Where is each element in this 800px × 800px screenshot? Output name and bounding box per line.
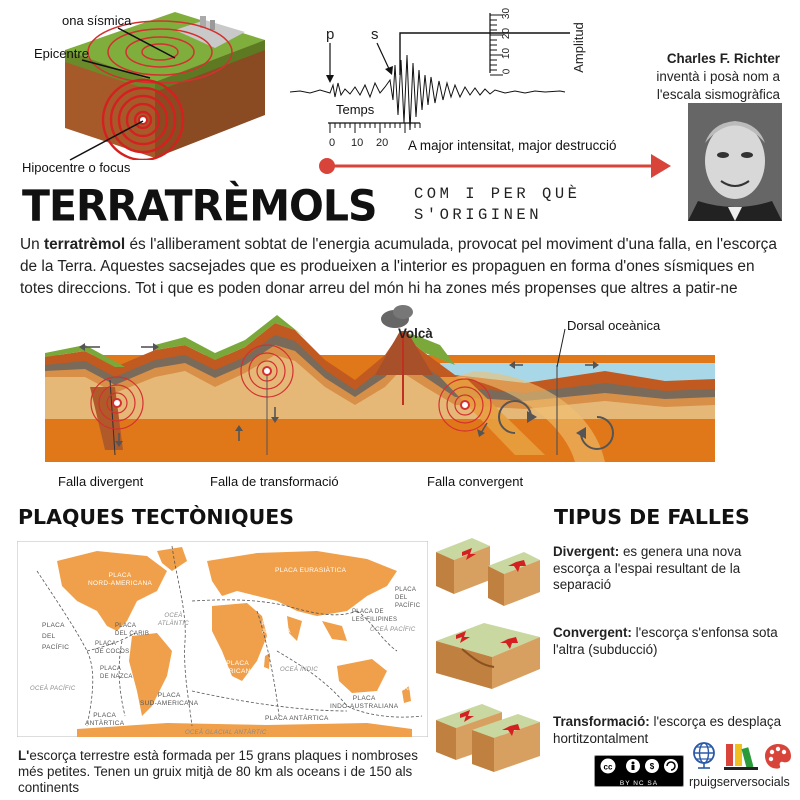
author-credit[interactable]: rpuigserversocials [689, 775, 790, 789]
map-label-ocean-pacific-left: OCEÀ PACÍFIC [30, 686, 76, 692]
time-tick-20: 20 [376, 137, 389, 149]
convergent-fault-label: Falla convergent [427, 474, 524, 489]
svg-text:$: $ [649, 762, 655, 771]
intensity-arrow [315, 150, 675, 182]
divergent-fault-label: Falla divergent [58, 474, 144, 489]
richter-line2: l'escala sismogràfica [656, 87, 780, 102]
map-label-ocean-glacial: OCEÀ GLACIAL ANTÀRTIC [185, 730, 267, 736]
map-label-antarctic-left: PLACA ANTÀRTICA [85, 712, 125, 727]
transform-fault-label: Falla de transformació [210, 474, 339, 489]
convergent-fault-block [432, 617, 544, 695]
cc-icon [595, 756, 683, 776]
divergent-text: es genera una nova escorça a l'espai resultant de la separació [553, 544, 742, 592]
map-label-ocean-atlantic: OCEÀ ATLÀNTIC [158, 613, 189, 627]
amp-tick-10: 10 [501, 47, 513, 60]
map-label-philippine: PLACA DE LES FILIPINES [352, 609, 398, 623]
richter-name: Charles F. Richter [666, 51, 780, 66]
amp-tick-30: 30 [501, 7, 513, 20]
svg-text:cc: cc [603, 762, 613, 772]
plates-note [18, 748, 438, 796]
globe-icon [692, 741, 716, 769]
faults-section-title: TIPUS DE FALLES [554, 505, 750, 529]
divergent-fault-block [432, 532, 544, 610]
time-label: Temps [336, 102, 375, 117]
map-label-cocos: PLACA DE COCOS [95, 641, 130, 655]
books-icon [724, 742, 758, 770]
subtitle-line2: S'ORIGINEN [414, 206, 543, 224]
transform-fault-block [432, 700, 544, 778]
map-label-eurasian: PLACA EURASIÀTICA [275, 567, 347, 574]
richter-portrait [688, 103, 782, 221]
map-label-oceania: OCEANIA [390, 686, 420, 692]
convergent-fault-desc [553, 625, 788, 658]
map-label-african: PLACA AFRICANA [220, 660, 256, 675]
richter-caption [656, 50, 780, 104]
map-label-nazca: PLACA DE NAZCA [100, 666, 133, 680]
plates-note-text: escorça terrestre està formada per 15 grans plaques i nombroses més petites. Tenen un gruix mitjà de 80 km als oceans i de 150 als continents [18, 748, 418, 795]
intro-paragraph [20, 234, 780, 300]
intro-bold-term: terratrèmol [43, 236, 126, 253]
palette-icon [763, 742, 793, 770]
map-label-ocean-pacific-right: OCEÀ PACÍFIC [370, 627, 416, 633]
map-label-ocean-indian: OCEÀ ÍNDIC [280, 667, 319, 673]
main-title: TERRATRÈMOLS [22, 180, 377, 232]
ocean-ridge-label: Dorsal oceànica [567, 318, 661, 333]
amplitude-label: Amplitud [570, 22, 586, 73]
divergent-term: Divergent: [553, 544, 620, 559]
map-label-antarctic-right: PLACA ANTÀRTICA [265, 715, 329, 722]
richter-line1: inventà i posà nom a [656, 69, 780, 84]
hypocentre-label: Hipocentre o focus [22, 160, 131, 175]
intro-prefix: Un [20, 236, 44, 253]
amp-tick-20: 20 [501, 27, 513, 40]
p-wave-label: p [326, 26, 335, 43]
cc-license-badge[interactable] [594, 755, 684, 787]
wave-label: ona sísmica [62, 13, 132, 28]
map-label-pacific-east: PLACA DEL PACÍFIC [395, 587, 421, 609]
map-label-north-american: PLACA NORD-AMERICANA [88, 572, 153, 587]
intro-rest: és l'alliberament sobtat de l'energia acumulada, provocat pel moviment d'una falla, en l'escorça de la Terra. Aquestes sacsejades que es produeixen a l'interior es propaguen en forma d'ones sísmiques en totes direccions. Tot i que es poden donar arreu del món hi ha zones més propenses que altres a patir-ne [20, 236, 777, 297]
intensity-arrow-label: A major intensitat, major destrucció [408, 138, 617, 153]
map-label-arabian: PLACA ARÀBIGA [262, 621, 291, 635]
divergent-fault-desc [553, 544, 788, 594]
map-label-caribbean: PLACA DEL CARIB [115, 623, 150, 637]
plates-note-bold: L' [18, 748, 30, 763]
map-label-south-american: PLACA SUD-AMERICANA [140, 692, 199, 707]
volcano-label: Volcà [398, 326, 433, 341]
plates-section-title: PLAQUES TECTÒNIQUES [18, 505, 294, 529]
map-label-indo-australian: PLACA INDO-AUSTRALIANA [330, 695, 399, 710]
cc-license-text: BY NC SA [619, 780, 659, 787]
epicentre-label: Epicentre [34, 46, 89, 61]
transform-term: Transformació: [553, 714, 650, 729]
s-wave-label: s [371, 26, 379, 43]
time-tick-10: 10 [351, 137, 364, 149]
transform-text: l'escorça es desplaça hortitzontalment [553, 714, 782, 746]
convergent-term: Convergent: [553, 625, 632, 640]
convergent-text: l'escorça s'enfonsa sota l'altra (subducció) [553, 625, 778, 657]
subtitle-line1: COM I PER QUÈ [414, 185, 581, 203]
subtitle [414, 184, 580, 226]
time-tick-0: 0 [329, 137, 336, 149]
amp-tick-0: 0 [501, 68, 513, 75]
map-label-pacific-west: PLACA DEL PACÍFIC [42, 622, 70, 651]
